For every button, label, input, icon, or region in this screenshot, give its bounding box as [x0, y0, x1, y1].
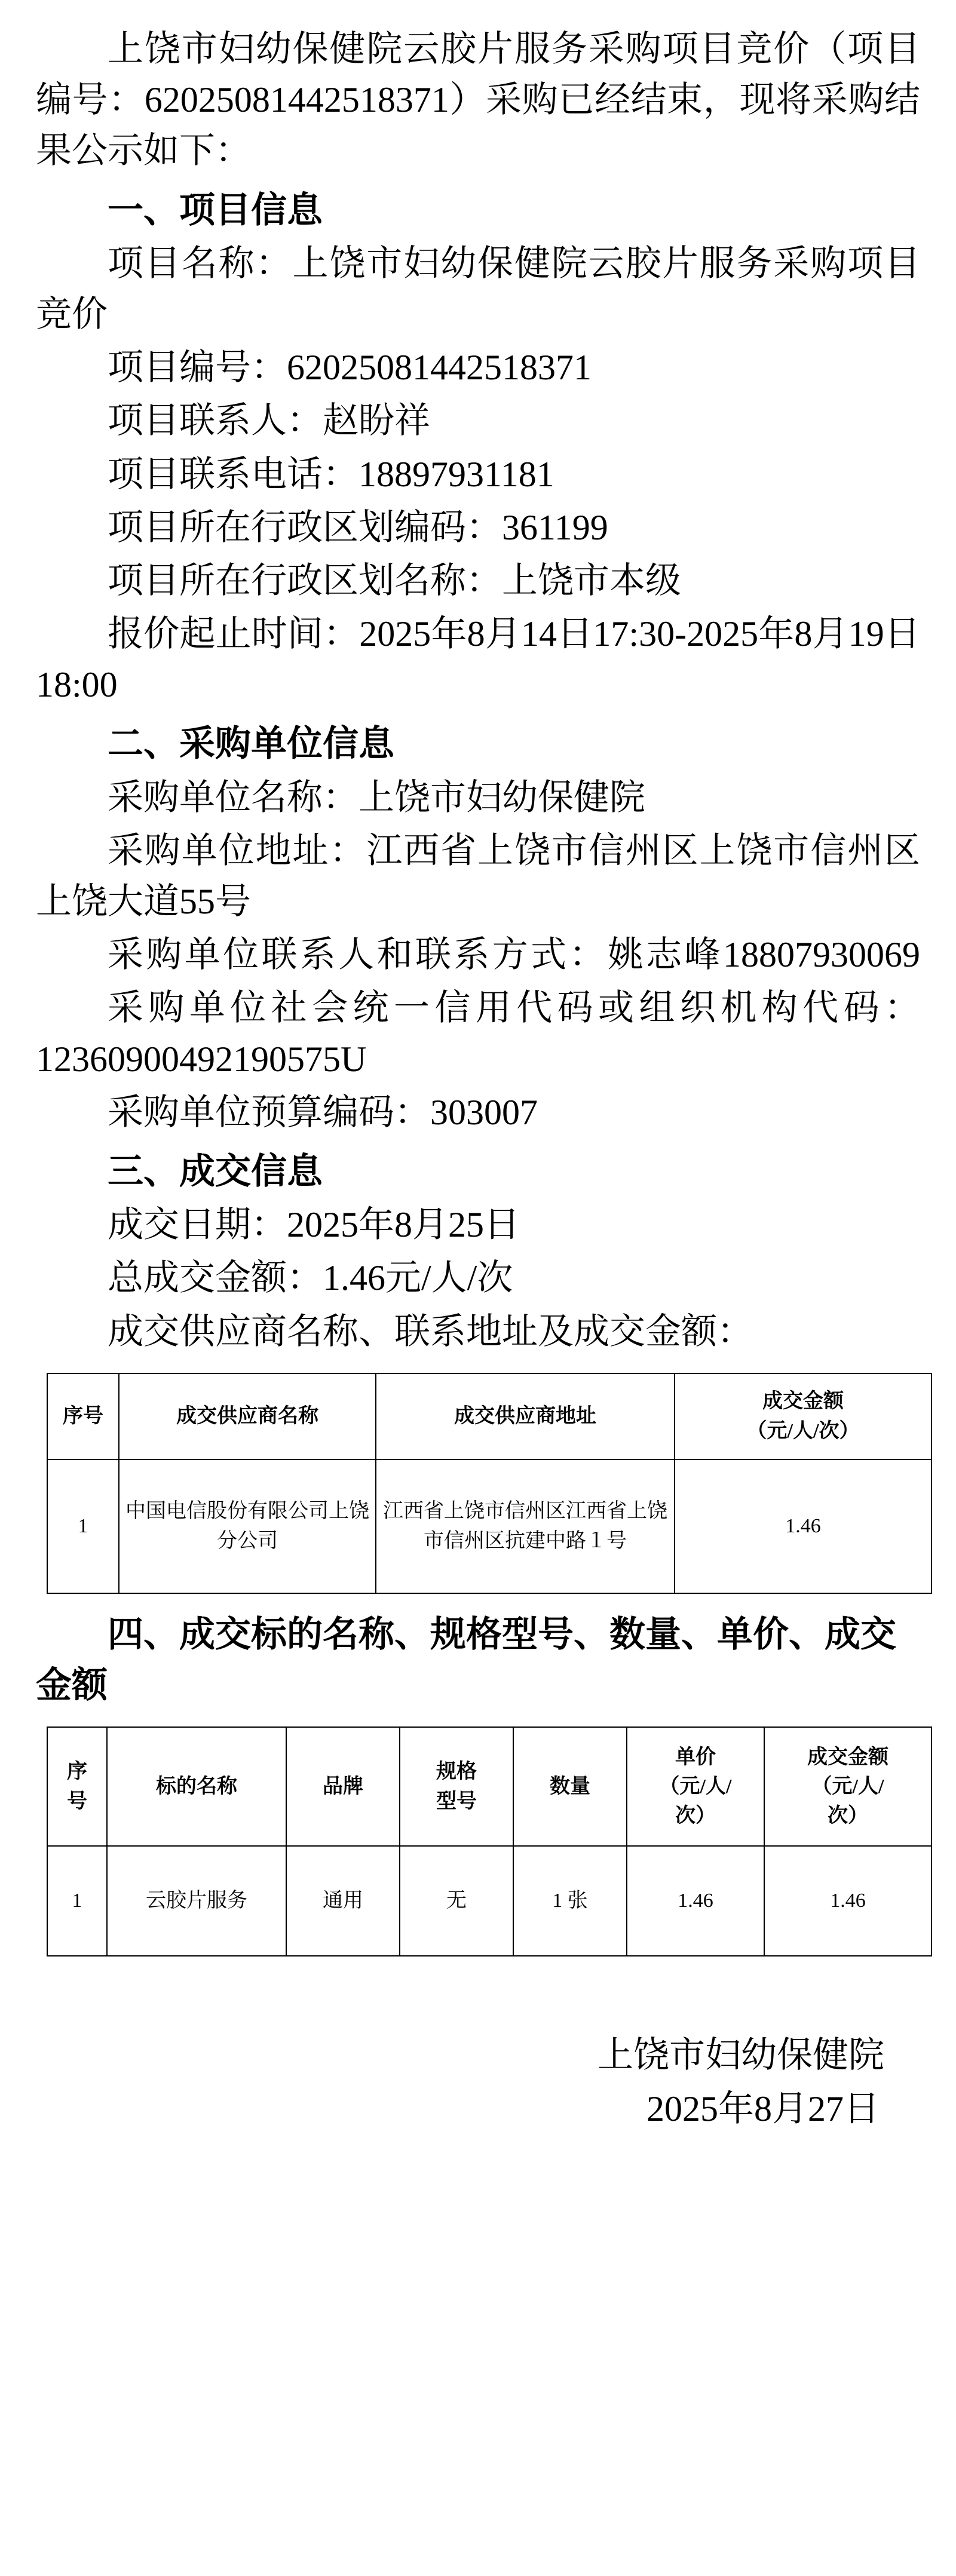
th-item-brand: 品牌	[286, 1727, 400, 1846]
cell-item-brand: 通用	[286, 1846, 400, 1956]
purchaser-name-line: 采购单位名称：上饶市妇幼保健院	[108, 777, 645, 817]
cell-item-name: 云胶片服务	[107, 1846, 286, 1956]
project-code-line: 项目编号：62025081442518371	[108, 348, 592, 388]
th-item-price-line2: （元/人/	[659, 1775, 732, 1798]
th-supplier-amount	[675, 1373, 932, 1459]
th-item-price	[627, 1727, 764, 1846]
table-row	[47, 1846, 932, 1956]
th-item-amount-line2: （元/人/	[811, 1775, 884, 1798]
th-supplier-no: 序号	[47, 1373, 119, 1459]
table-header-row	[47, 1727, 932, 1846]
section-heading-item-info: 四、成交标的名称、规格型号、数量、单价、成交金额	[36, 1614, 896, 1705]
intro-paragraph: 上饶市妇幼保健院云胶片服务采购项目竞价（项目编号：62025081442518371）采购已经结束，现将采购结果公示如下：	[36, 29, 920, 171]
project-name-line: 项目名称：上饶市妇幼保健院云胶片服务采购项目竞价	[36, 243, 920, 334]
th-item-no	[47, 1727, 107, 1846]
th-supplier-address: 成交供应商地址	[376, 1373, 675, 1459]
award-date-line: 成交日期：2025年8月25日	[108, 1205, 520, 1245]
cell-item-no: 1	[47, 1846, 107, 1956]
th-item-amount-line1: 成交金额	[807, 1746, 888, 1768]
th-item-spec-line1: 规格	[436, 1761, 477, 1783]
cell-supplier-address: 江西省上饶市信州区江西省上饶市信州区抗建中路１号	[376, 1459, 675, 1593]
purchaser-contact-line: 采购单位联系人和联系方式：姚志峰18807930069	[108, 935, 920, 975]
th-item-spec-line2: 型号	[436, 1790, 477, 1813]
supplier-table	[47, 1373, 932, 1594]
purchaser-address-line: 采购单位地址：江西省上饶市信州区上饶市信州区上饶大道55号	[36, 830, 920, 921]
th-item-price-line3: 次）	[675, 1805, 716, 1827]
th-item-spec	[400, 1727, 513, 1846]
th-item-no-line1: 序	[67, 1761, 87, 1783]
th-item-amount-line3: 次）	[828, 1805, 868, 1827]
table-header-row	[47, 1373, 932, 1459]
section-heading-award-info: 三、成交信息	[108, 1151, 323, 1191]
project-phone-line: 项目联系电话：18897931181	[108, 454, 554, 494]
item-table	[47, 1726, 932, 1956]
project-contact-line: 项目联系人：赵盼祥	[108, 401, 430, 441]
th-item-price-line1: 单价	[675, 1746, 716, 1768]
section-heading-purchaser-info: 二、采购单位信息	[108, 724, 394, 764]
th-item-no-line2: 号	[67, 1790, 87, 1813]
purchaser-budget-code-line: 采购单位预算编码：303007	[108, 1092, 538, 1132]
signature-date: 2025年8月27日	[646, 2089, 880, 2129]
award-supplier-intro-line: 成交供应商名称、联系地址及成交金额：	[108, 1311, 753, 1351]
project-district-code-line: 项目所在行政区划编码：361199	[108, 507, 608, 547]
cell-item-qty: 1 张	[513, 1846, 627, 1956]
th-item-name: 标的名称	[107, 1727, 286, 1846]
signature-block	[36, 2028, 920, 2136]
cell-item-spec: 无	[400, 1846, 513, 1956]
cell-supplier-name: 中国电信股份有限公司上饶分公司	[119, 1459, 376, 1593]
cell-item-price: 1.46	[627, 1846, 764, 1956]
project-district-name-line: 项目所在行政区划名称：上饶市本级	[108, 560, 681, 600]
table-row	[47, 1459, 932, 1593]
award-total-amount-line: 总成交金额：1.46元/人/次	[108, 1258, 513, 1298]
cell-supplier-amount: 1.46	[675, 1459, 932, 1593]
th-item-amount	[764, 1727, 932, 1846]
th-supplier-amount-line1: 成交金额	[762, 1390, 844, 1413]
project-bidding-period-line: 报价起止时间：2025年8月14日17:30-2025年8月19日18:00	[36, 614, 920, 705]
th-supplier-amount-line2: （元/人/次）	[746, 1419, 860, 1442]
signature-org: 上饶市妇幼保健院	[598, 2035, 884, 2075]
cell-supplier-no: 1	[47, 1459, 119, 1593]
th-supplier-name: 成交供应商名称	[119, 1373, 376, 1459]
section-heading-project-info: 一、项目信息	[108, 190, 323, 230]
purchaser-credit-code-line: 采购单位社会统一信用代码或组织机构代码：12360900492190575U	[36, 988, 920, 1079]
th-item-qty: 数量	[513, 1727, 627, 1846]
cell-item-amount: 1.46	[764, 1846, 932, 1956]
